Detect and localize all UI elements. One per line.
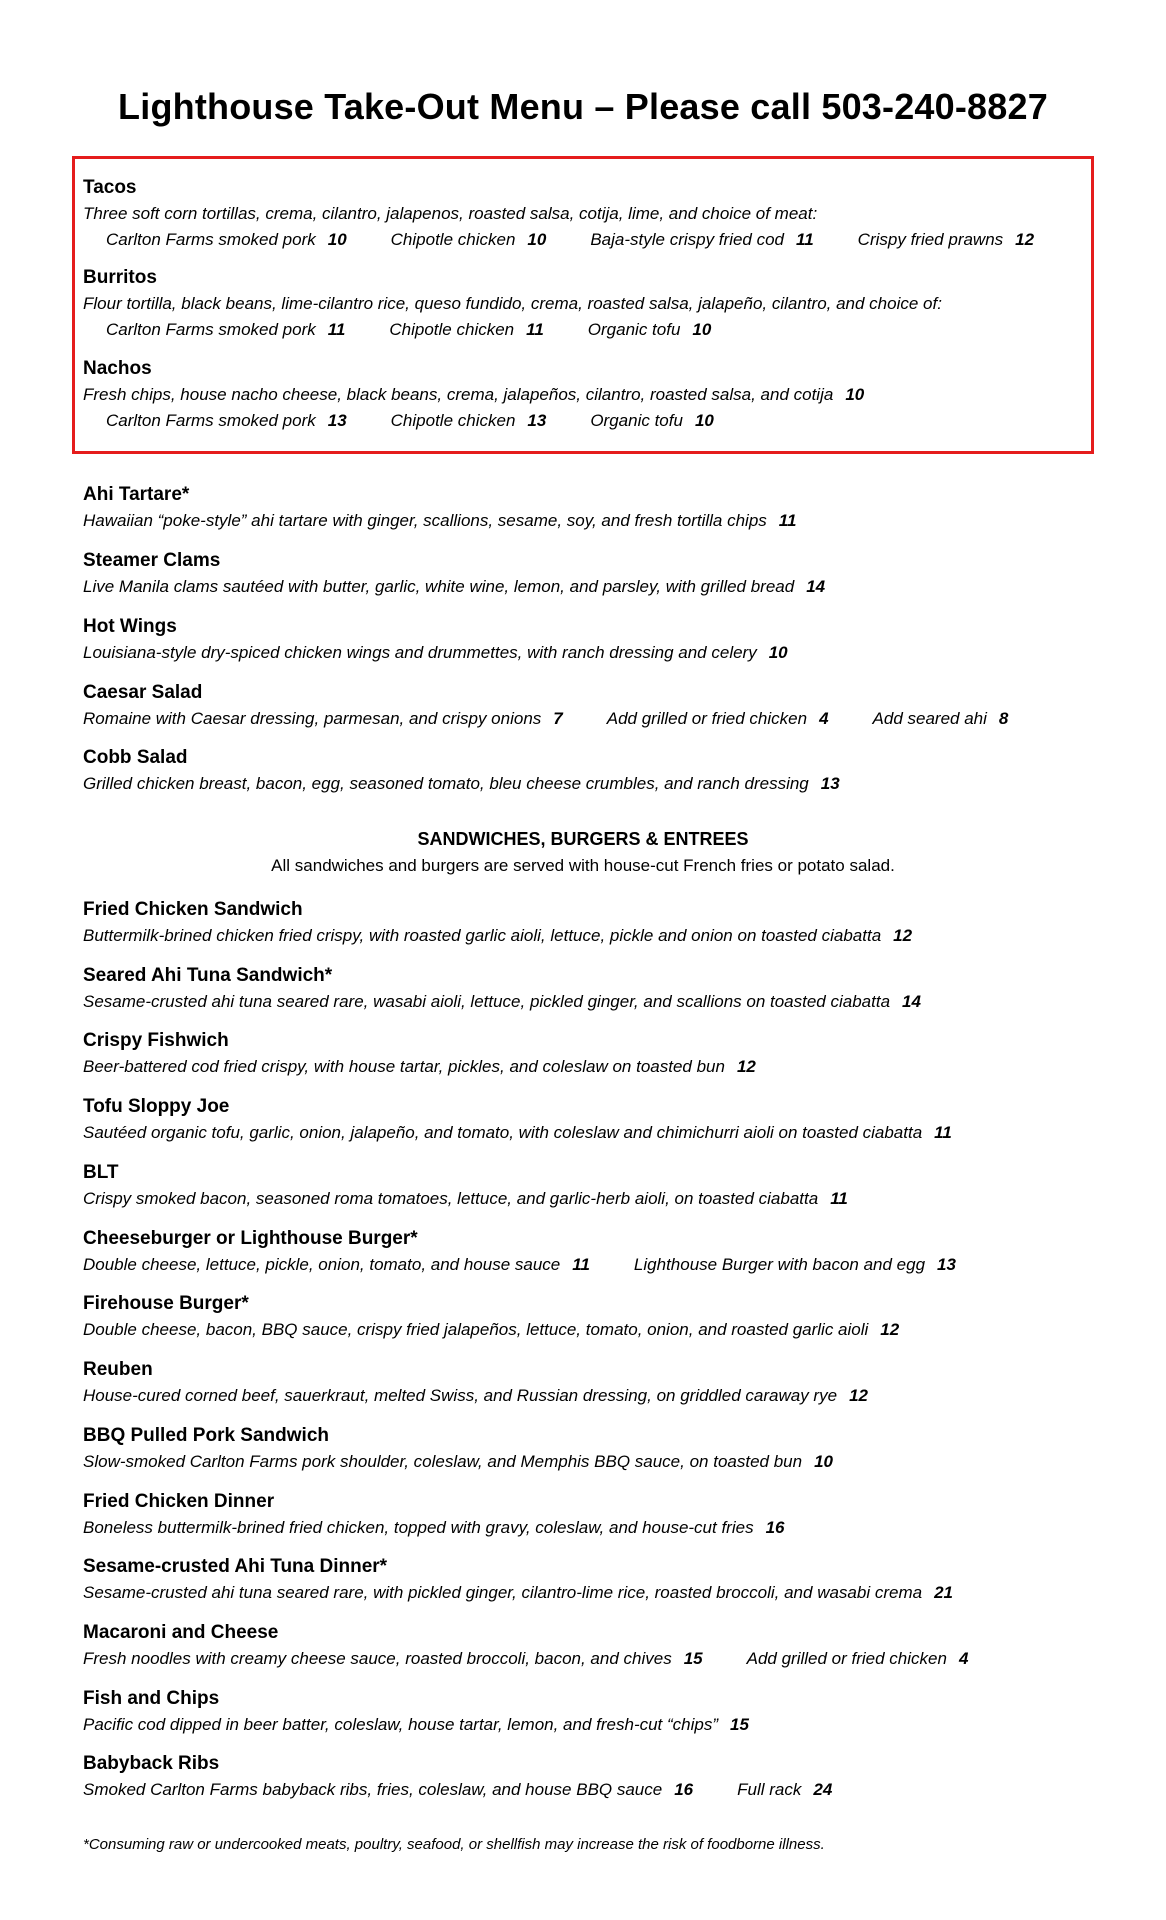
menu-item-bbq-pulled-pork <box>83 1424 1143 1474</box>
option-price: 13 <box>327 411 347 430</box>
item-price: 15 <box>730 1715 749 1734</box>
item-price: 11 <box>572 1255 590 1274</box>
item-description-text: Hawaiian “poke-style” ahi tartare with ginger, scallions, sesame, soy, and fresh tortilla chips <box>83 511 767 530</box>
item-price: 11 <box>934 1123 952 1142</box>
item-price: 11 <box>830 1189 848 1208</box>
option-label: Chipotle chicken <box>390 230 516 249</box>
item-options <box>83 409 1143 433</box>
item-description-text: Crispy smoked bacon, seasoned roma tomatoes, lettuce, and garlic-herb aioli, on toasted ciabatta <box>83 1189 819 1208</box>
item-price: 12 <box>880 1320 900 1339</box>
item-price: 10 <box>768 643 788 662</box>
option-price: 10 <box>527 230 547 249</box>
item-name: Tofu Sloppy Joe <box>83 1096 230 1117</box>
item-description-text: Fresh noodles with creamy cheese sauce, roasted broccoli, bacon, and chives <box>83 1649 672 1668</box>
item-description-text: Beer-battered cod fried crispy, with house tartar, pickles, and coleslaw on toasted bun <box>83 1057 725 1076</box>
addon-text: Add grilled or fried chicken <box>606 709 808 728</box>
item-description <box>83 924 1143 948</box>
option-label: Organic tofu <box>587 320 681 339</box>
item-name: Macaroni and Cheese <box>83 1622 279 1643</box>
item-description-text: Sesame-crusted ahi tuna seared rare, wasabi aioli, lettuce, pickled ginger, and scallions on toasted ciabatta <box>83 992 891 1011</box>
item-price: 14 <box>806 577 826 596</box>
item-description <box>83 1121 1143 1145</box>
item-description <box>83 641 1143 665</box>
menu-item-nachos <box>83 357 1143 433</box>
item-price: 14 <box>902 992 921 1011</box>
item-description <box>83 1516 1143 1540</box>
option-label: Chipotle chicken <box>389 320 515 339</box>
option-price: 11 <box>327 320 346 339</box>
item-name: Babyback Ribs <box>83 1753 220 1774</box>
item-name: Steamer Clams <box>83 550 221 571</box>
item-description <box>83 575 1143 599</box>
item-description-text: Louisiana-style dry-spiced chicken wings and drummettes, with ranch dressing and celery <box>83 643 757 662</box>
item-price: 12 <box>736 1057 756 1076</box>
addon-price: 24 <box>813 1780 833 1799</box>
addon-price: 4 <box>819 709 829 728</box>
item-price: 12 <box>893 926 913 945</box>
item-description-text: Grilled chicken breast, bacon, egg, seasoned tomato, bleu cheese crumbles, and ranch dressing <box>83 774 809 793</box>
menu-item-babyback-ribs <box>83 1752 1143 1802</box>
item-description <box>83 1647 1143 1671</box>
item-name: Nachos <box>83 358 152 379</box>
menu-item-fried-chicken-dinner <box>83 1490 1143 1540</box>
option-price: 10 <box>327 230 347 249</box>
item-description: Three soft corn tortillas, crema, cilantro, jalapenos, roasted salsa, cotija, lime, and choice of meat: <box>83 204 818 223</box>
menu-item-firehouse-burger <box>83 1292 1143 1342</box>
item-price: 10 <box>814 1452 833 1471</box>
menu-item-caesar-salad <box>83 681 1143 731</box>
addon-text: Full rack <box>737 1780 802 1799</box>
item-price: 12 <box>849 1386 868 1405</box>
menu-item-reuben <box>83 1358 1143 1408</box>
item-description <box>83 1318 1143 1342</box>
item-description-text: Smoked Carlton Farms babyback ribs, fries, coleslaw, and house BBQ sauce <box>83 1780 663 1799</box>
option-price: 11 <box>526 320 544 339</box>
item-price: 13 <box>820 774 840 793</box>
section-heading: SANDWICHES, BURGERS & ENTREES <box>417 829 749 849</box>
page-title: Lighthouse Take-Out Menu – Please call 503-240-8827 <box>118 86 1048 127</box>
option-label: Carlton Farms smoked pork <box>106 230 316 249</box>
menu-item-seared-ahi-tuna-sandwich <box>83 964 1143 1014</box>
option-price: 11 <box>796 230 814 249</box>
menu-item-ahi-tartare <box>83 483 1143 533</box>
item-description <box>83 1778 1143 1802</box>
item-name: Ahi Tartare* <box>83 484 190 505</box>
item-name: Hot Wings <box>83 616 177 637</box>
item-description <box>83 990 1143 1014</box>
addon-price: 4 <box>958 1649 969 1668</box>
item-name: Fish and Chips <box>83 1688 220 1709</box>
item-description-text: Pacific cod dipped in beer batter, coleslaw, house tartar, lemon, and fresh-cut “chips” <box>83 1715 719 1734</box>
item-name: Firehouse Burger* <box>83 1293 249 1314</box>
menu-item-ahi-tuna-dinner <box>83 1555 1143 1605</box>
item-description-text: Slow-smoked Carlton Farms pork shoulder, coleslaw, and Memphis BBQ sauce, on toasted bun <box>83 1452 803 1471</box>
menu-item-burritos <box>83 266 1143 342</box>
item-description-text: Romaine with Caesar dressing, parmesan, and crispy onions <box>83 709 542 728</box>
item-description: Flour tortilla, black beans, lime-cilantro rice, queso fundido, crema, roasted salsa, jalapeño, cilantro, and choice of: <box>83 294 942 313</box>
option-label: Carlton Farms smoked pork <box>106 411 316 430</box>
addon-price: 8 <box>998 709 1009 728</box>
option-price: 10 <box>692 320 712 339</box>
option-label: Organic tofu <box>590 411 683 430</box>
item-price: 16 <box>674 1780 694 1799</box>
menu-item-fish-and-chips <box>83 1687 1143 1737</box>
item-description-text: Buttermilk-brined chicken fried crispy, with roasted garlic aioli, lettuce, pickle and onion on toasted ciabatta <box>83 926 882 945</box>
item-description-text: Double cheese, lettuce, pickle, onion, tomato, and house sauce <box>83 1255 561 1274</box>
menu-item-crispy-fishwich <box>83 1029 1143 1079</box>
item-name: Seared Ahi Tuna Sandwich* <box>83 965 333 986</box>
option-label: Crispy fried prawns <box>857 230 1004 249</box>
option-price: 12 <box>1015 230 1035 249</box>
option-price: 13 <box>527 411 547 430</box>
addon-text: Add seared ahi <box>872 709 987 728</box>
item-price: 16 <box>765 1518 785 1537</box>
menu-item-fried-chicken-sandwich <box>83 898 1143 948</box>
menu-item-cheeseburger <box>83 1227 1143 1277</box>
item-description-text: Boneless buttermilk-brined fried chicken, topped with gravy, coleslaw, and house-cut fries <box>83 1518 754 1537</box>
item-name: Burritos <box>83 267 157 288</box>
option-label: Chipotle chicken <box>390 411 516 430</box>
item-name: Caesar Salad <box>83 682 203 703</box>
option-label: Baja-style crispy fried cod <box>590 230 785 249</box>
item-name: Cobb Salad <box>83 747 188 768</box>
item-name: Reuben <box>83 1359 153 1380</box>
menu-item-steamer-clams <box>83 549 1143 599</box>
addon-text: Add grilled or fried chicken <box>746 1649 947 1668</box>
item-description <box>83 1581 1143 1605</box>
menu-item-hot-wings <box>83 615 1143 665</box>
item-description-text: Live Manila clams sautéed with butter, garlic, white wine, lemon, and parsley, with grilled bread <box>83 577 795 596</box>
item-price: 7 <box>553 709 563 728</box>
item-options <box>83 228 1143 252</box>
item-description-text: Sesame-crusted ahi tuna seared rare, with pickled ginger, cilantro-lime rice, roasted broccoli, and wasabi crema <box>83 1583 923 1602</box>
item-price: 21 <box>934 1583 953 1602</box>
item-options <box>83 318 1143 342</box>
item-price: 15 <box>683 1649 703 1668</box>
menu-item-blt <box>83 1161 1143 1211</box>
item-name: Fried Chicken Sandwich <box>83 899 303 920</box>
item-description <box>83 1055 1143 1079</box>
menu-item-macaroni-and-cheese <box>83 1621 1143 1671</box>
item-name: Cheeseburger or Lighthouse Burger* <box>83 1228 418 1249</box>
item-description <box>83 1253 1143 1277</box>
section-subheading: All sandwiches and burgers are served with house-cut French fries or potato salad. <box>271 856 895 875</box>
item-name: Crispy Fishwich <box>83 1030 229 1051</box>
item-description <box>83 509 1143 533</box>
addon-price: 13 <box>937 1255 956 1274</box>
item-description-text: Sautéed organic tofu, garlic, onion, jalapeño, and tomato, with coleslaw and chimichurri aioli on toasted ciabatta <box>83 1123 923 1142</box>
item-description <box>83 1450 1143 1474</box>
option-label: Carlton Farms smoked pork <box>106 320 316 339</box>
footnote: *Consuming raw or undercooked meats, poultry, seafood, or shellfish may increase the risk of foodborne illness. <box>83 1836 825 1853</box>
item-description-text: House-cured corned beef, sauerkraut, melted Swiss, and Russian dressing, on griddled caraway rye <box>83 1386 838 1405</box>
item-description-text: Fresh chips, house nacho cheese, black beans, crema, jalapeños, cilantro, roasted salsa, and cotija <box>83 385 834 404</box>
item-name: BBQ Pulled Pork Sandwich <box>83 1425 329 1446</box>
item-description <box>83 383 1143 407</box>
item-description-text: Double cheese, bacon, BBQ sauce, crispy fried jalapeños, lettuce, tomato, onion, and roasted garlic aioli <box>83 1320 869 1339</box>
item-price: 10 <box>845 385 865 404</box>
item-description <box>83 707 1143 731</box>
item-name: Fried Chicken Dinner <box>83 1491 275 1512</box>
menu-item-tacos <box>83 176 1143 252</box>
item-description <box>83 1384 1143 1408</box>
item-name: Tacos <box>83 177 137 198</box>
item-description <box>83 772 1143 796</box>
item-price: 11 <box>778 511 797 530</box>
option-price: 10 <box>694 411 714 430</box>
item-description <box>83 1187 1143 1211</box>
item-name: BLT <box>83 1162 119 1183</box>
addon-text: Lighthouse Burger with bacon and egg <box>633 1255 926 1274</box>
menu-item-tofu-sloppy-joe <box>83 1095 1143 1145</box>
menu-item-cobb-salad <box>83 746 1143 796</box>
item-name: Sesame-crusted Ahi Tuna Dinner* <box>83 1556 388 1577</box>
item-description <box>83 1713 1143 1737</box>
